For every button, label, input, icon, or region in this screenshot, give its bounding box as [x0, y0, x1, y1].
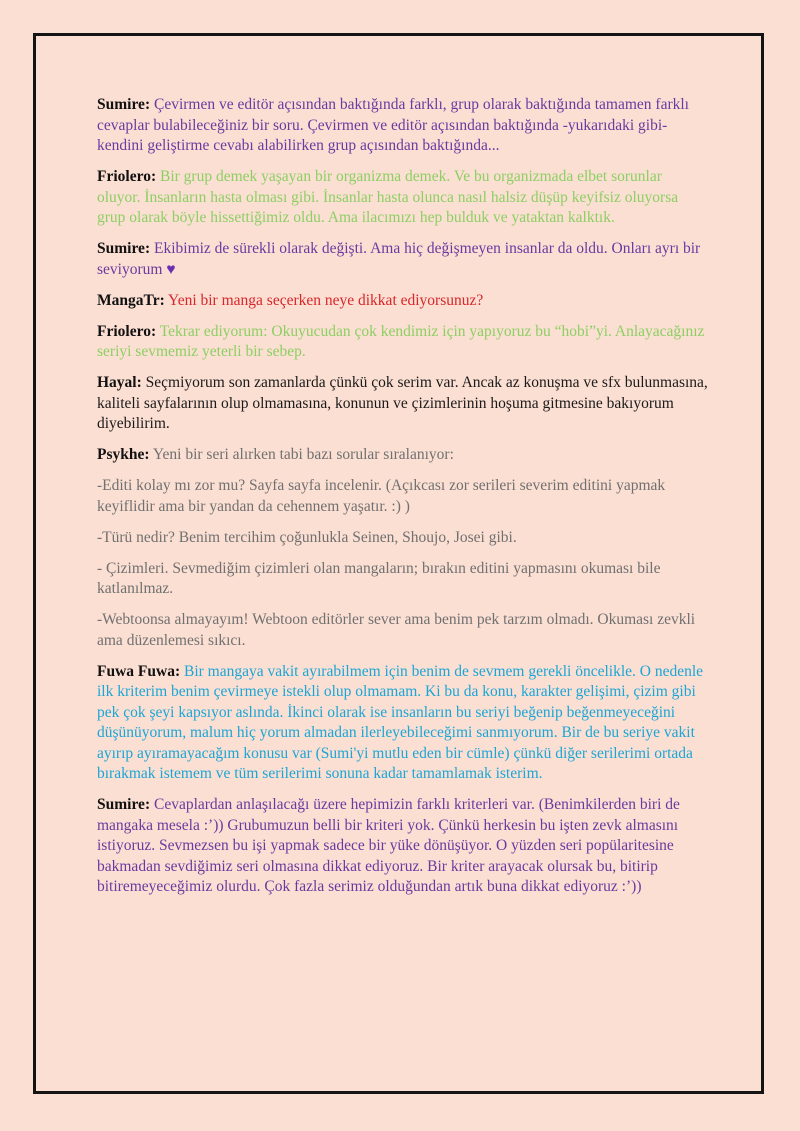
psykhe-point-1: -Editi kolay mı zor mu? Sayfa sayfa incelenir. (Açıkcası zor serileri severim editini yapmak keyiflidir ama bir yandan da cehennem yaşatır. :) ) [97, 477, 666, 515]
speaker-label: Sumire: [97, 796, 151, 813]
speaker-label: MangaTr: [97, 291, 165, 309]
question-text: Yeni bir manga seçerken neye dikkat ediyorsunuz? [168, 291, 484, 309]
answer-text: Yeni bir seri alırken tabi bazı sorular sıralanıyor: [152, 446, 454, 463]
answer-text: Seçmiyorum son zamanlarda çünkü çok serim var. Ancak az konuşma ve sfx bulunmasına, kaliteli sayfalarının olup olmamasına, konunun ve çizimlerinin hoşuma gitmesine bakıyorum diyebilirim. [97, 374, 708, 432]
answer-text: Tekrar ediyorum: Okuyucudan çok kendimiz için yapıyoruz bu “hobi”yi. Anlayacağınız seriyi sevmemiz yeterli bir sebep. [97, 322, 705, 360]
answer-text: Bir mangaya vakit ayırabilmem için benim de sevmem gerekli öncelikle. O nedenle ilk kriterim benim çevirmeye istekli olup olmamam. Ki bu da konu, karakter gelişimi, çizim gibi pek çok şeyi kapsıyor aslında. İkinci olarak ise insanların bu seriyi beğenip beğenmeyeceğini düşünüyorum, malum hiç yorum almadan ilerleyebileceğimi sanmıyorum. Bir de bu seriye vakit ayırıp ayıramayacağım konusu var (Sumi'yi mutlu eden bir cümle) çünkü diğer serilerimi ortada bırakmak istemem ve tüm serilerimi sonuna kadar tamamlamak isterim. [97, 662, 704, 782]
answer-text: Bir grup demek yaşayan bir organizma demek. Ve bu organizmada elbet sorunlar oluyor. İnsanların hasta olması gibi. İnsanlar hasta olunca nasıl halsiz düşüp keyifsiz oluyorsa grup olarak böyle hissettiğimiz oldu. Ama ilacımızı hep bulduk ve yataktan kalktık. [97, 168, 679, 226]
speaker-label: Friolero: [97, 322, 157, 340]
speaker-label: Fuwa Fuwa: [97, 662, 181, 680]
speaker-label: Sumire: [97, 96, 151, 113]
paragraph-sumire-1 [97, 95, 709, 157]
speaker-label: Psykhe: [97, 446, 150, 463]
psykhe-point-2: -Türü nedir? Benim tercihim çoğunlukla Seinen, Shoujo, Josei gibi. [97, 528, 517, 546]
paragraph-psykhe [97, 445, 709, 466]
paragraph-fuwa-fuwa [97, 662, 709, 785]
speaker-label: Sumire: [97, 240, 151, 257]
interview-text [97, 95, 709, 908]
speaker-label: Hayal: [97, 374, 142, 391]
heart-icon: ♥ [166, 260, 176, 278]
psykhe-point-4: -Webtoonsa almayayım! Webtoon editörler sever ama benim pek tarzım olmadı. Okuması zevkli ama düzenlemesi sıkıcı. [97, 611, 696, 649]
psykhe-point-3: - Çizimleri. Sevmediğim çizimleri olan mangaların; bırakın editini yapmasını okuması bile katlanılmaz. [97, 559, 661, 597]
speaker-label: Friolero: [97, 168, 157, 185]
answer-text: Ekibimiz de sürekli olarak değişti. Ama hiç değişmeyen insanlar da oldu. Onları ayrı bir seviyorum [97, 240, 701, 278]
paragraph-sumire-3 [97, 795, 709, 898]
paragraph-friolero-2 [97, 322, 709, 363]
answer-text: Çevirmen ve editör açısından baktığında farklı, grup olarak baktığında tamamen farklı cevaplar bulabileceğiniz bir soru. Çevirmen ve editör açısından baktığında -yukarıdaki gibi- kendini geliştirme cevabı alabilirken grup açısından baktığında... [97, 96, 689, 154]
answer-text: Cevaplardan anlaşılacağı üzere hepimizin farklı kriterleri var. (Benimkilerden biri de mangaka mesela :’)) Grubumuzun belli bir kriteri yok. Çünkü herkesin bu işten zevk almasını istiyoruz. Sevmezsen bu işi yapmak sadece bir yüke dönüşüyor. O yüzden seri popülaritesine bakmadan sevdiğimiz seri olmasına dikkat ediyoruz. Bir kriter arayacak olursak bu, bitirip bitiremeyeceğimiz olurdu. Çok fazla serimiz olduğundan artık buna dikkat ediyoruz :’)) [97, 796, 680, 895]
paragraph-hayal [97, 373, 709, 435]
paragraph-sumire-2 [97, 239, 709, 280]
paragraph-friolero-1 [97, 167, 709, 229]
paragraph-question [97, 291, 709, 312]
